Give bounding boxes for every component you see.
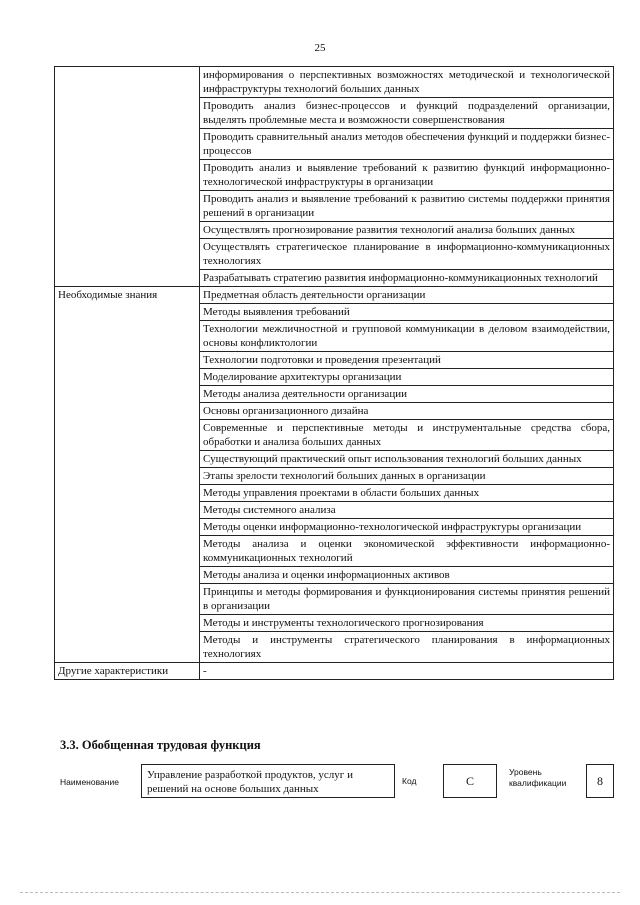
page-number: 25	[314, 42, 326, 54]
skill-item: Разрабатывать стратегию развития информационно-коммуникационных технологий	[200, 270, 614, 287]
skill-item: Проводить анализ бизнес-процессов и функций подразделений организации, выделять проблемные места и возможности совершенствования	[200, 98, 614, 129]
knowledge-item: Современные и перспективные методы и инструментальные средства сбора, обработки и анализа больших данных	[200, 420, 614, 451]
knowledge-item: Этапы зрелости технологий больших данных в организации	[200, 468, 614, 485]
qualification-level-box: 8	[586, 764, 614, 798]
other-characteristics-value: -	[200, 663, 614, 680]
knowledge-item: Предметная область деятельности организации	[200, 287, 614, 304]
competency-table-body	[55, 67, 614, 680]
knowledge-item: Методы управления проектами в области больших данных	[200, 485, 614, 502]
knowledge-row	[55, 287, 614, 304]
section-heading: 3.3. Обобщенная трудовая функция	[60, 738, 261, 752]
knowledge-group-label: Необходимые знания	[55, 287, 200, 663]
knowledge-item: Технологии межличностной и групповой коммуникации в деловом взаимодействии, основы конфликтологии	[200, 321, 614, 352]
generalized-function-row	[54, 764, 616, 800]
qualification-level-label: Уровень квалификации	[509, 767, 567, 788]
knowledge-item: Методы анализа и оценки экономической эффективности информационно-коммуникационных технологий	[200, 536, 614, 567]
knowledge-item: Методы системного анализа	[200, 502, 614, 519]
skill-item: Проводить анализ и выявление требований к развитию системы поддержки принятия решений в организации	[200, 191, 614, 222]
knowledge-item: Моделирование архитектуры организации	[200, 369, 614, 386]
other-characteristics-label: Другие характеристики	[55, 663, 200, 680]
skill-item: информирования о перспективных возможностях методической и технологической инфраструктуры технологий больших данных	[200, 67, 614, 98]
bottom-divider	[20, 892, 620, 894]
knowledge-item: Методы анализа деятельности организации	[200, 386, 614, 403]
name-label: Наименование	[60, 777, 119, 787]
competency-table	[54, 66, 614, 680]
skill-item: Осуществлять стратегическое планирование в информационно-коммуникационных технологиях	[200, 239, 614, 270]
knowledge-item: Методы и инструменты стратегического планирования в информационных технологиях	[200, 632, 614, 663]
knowledge-item: Принципы и методы формирования и функционирования системы принятия решений в организации	[200, 584, 614, 615]
skill-item: Проводить сравнительный анализ методов обеспечения функций и поддержки бизнес-процессов	[200, 129, 614, 160]
other-characteristics-row	[55, 663, 614, 680]
knowledge-item: Технологии подготовки и проведения презентаций	[200, 352, 614, 369]
skill-group-label	[55, 67, 200, 287]
knowledge-item: Методы и инструменты технологического прогнозирования	[200, 615, 614, 632]
code-label: Код	[402, 776, 417, 786]
knowledge-item: Методы анализа и оценки информационных активов	[200, 567, 614, 584]
skill-item: Осуществлять прогнозирование развития технологий анализа больших данных	[200, 222, 614, 239]
skill-row	[55, 67, 614, 98]
knowledge-item: Существующий практический опыт использования технологий больших данных	[200, 451, 614, 468]
name-value-box: Управление разработкой продуктов, услуг и решений на основе больших данных	[141, 764, 395, 798]
skill-item: Проводить анализ и выявление требований к развитию функций информационно-технологической инфраструктуры в организации	[200, 160, 614, 191]
knowledge-item: Основы организационного дизайна	[200, 403, 614, 420]
knowledge-item: Методы оценки информационно-технологической инфраструктуры организации	[200, 519, 614, 536]
knowledge-item: Методы выявления требований	[200, 304, 614, 321]
code-value-box: C	[443, 764, 497, 798]
